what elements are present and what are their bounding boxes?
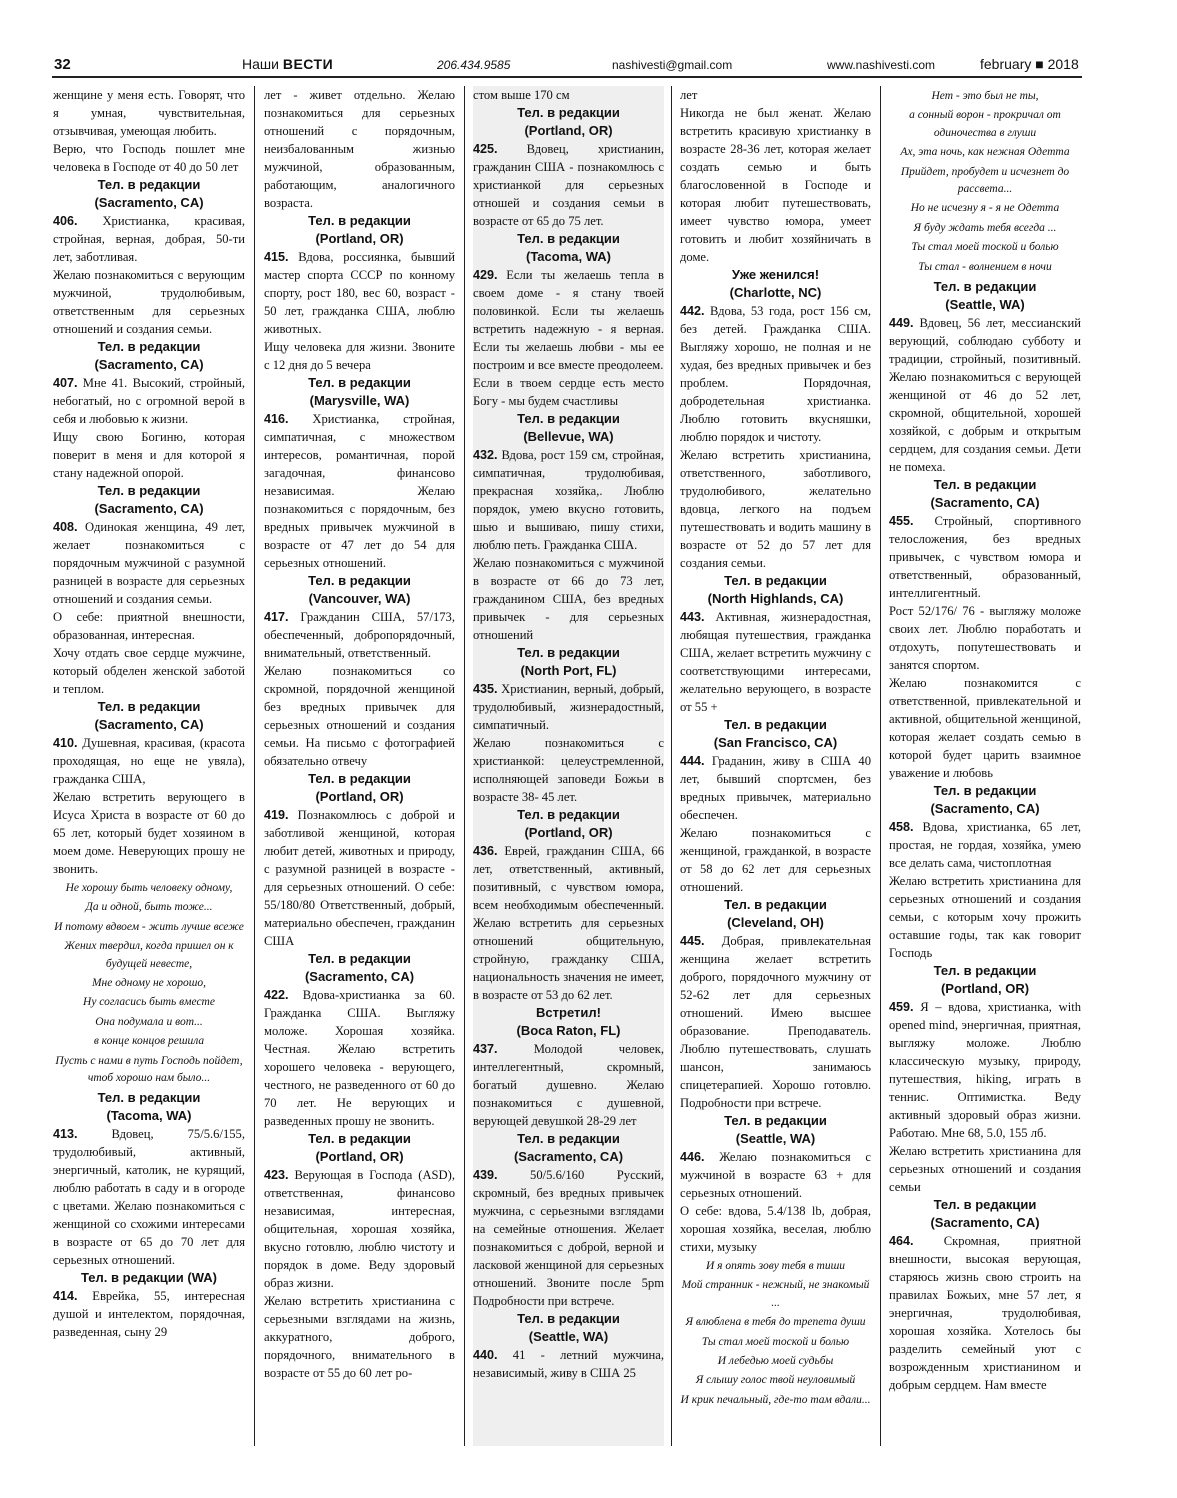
ad-entry <box>473 140 664 230</box>
ad-number: 432. <box>473 448 498 462</box>
ad-text: Вдова, россиянка, бывший мастер спорта СССР по конному спорту, рост 180, вес 60, возраст - 50 лет, гражданка США, люблю животных. <box>264 250 455 336</box>
ad-heading: (Marysville, WA) <box>309 393 410 408</box>
ad-heading: (Bellevue, WA) <box>523 429 614 444</box>
ad-text: Христианин, верный, добрый, трудолюбивый, жизнерадостный, симпатичный. <box>473 682 664 732</box>
ad-entry <box>680 608 871 716</box>
ad-paragraph: Желаю познакомиться с верующим мужчиной, трудолюбивым, ответственным для серьезных отношений и создания семьи. <box>53 268 245 336</box>
ad-entry <box>264 1166 455 1292</box>
ad-entry <box>473 680 664 734</box>
ad-entry <box>264 608 455 662</box>
header-date: february ■ 2018 <box>980 56 1079 72</box>
ad-number: 444. <box>680 754 705 768</box>
ad-text: Если ты желаешь тепла в своем доме - я стану твоей половинкой. Если ты желаешь встретить надежную - я верная. Если ты желаешь любви - мы ее построим и все вместе преодолеем. <box>473 268 664 372</box>
ad-heading: Тел. в редакции <box>933 477 1037 493</box>
ad-heading: (Charlotte, NC) <box>729 285 822 300</box>
ad-text: Душевная, красивая, (красота проходящая, но еще не увяла), гражданка США, <box>53 736 245 786</box>
ad-heading: Тел. в редакции <box>517 1311 620 1326</box>
poem-line: Ты стал - волнением в ночи <box>918 260 1052 273</box>
ad-paragraph: Ищу свою Богиню, которая поверит в меня и для которой я стану надежной опорой. <box>53 430 245 480</box>
ad-heading: (Portland, OR) <box>315 1149 404 1164</box>
ad-heading: (Seattle, WA) <box>528 1329 609 1344</box>
ad-entry <box>53 734 245 788</box>
ad-heading: Тел. в редакции <box>97 339 201 354</box>
ad-paragraph: Никогда не был женат. Желаю встретить красивую христианку в возрасте 28-36 лет, которая желает создать семью и быть благословенной в Господе и которая любит путешествовать, имеет чувство юмора, умеет готовить и любит хозяйничать в доме. <box>680 106 871 264</box>
ad-heading: (Tacoma, WA) <box>526 249 611 264</box>
column-rule <box>671 86 672 1446</box>
ad-heading: Тел. в редакции <box>308 213 411 228</box>
page-header <box>52 54 1082 78</box>
ad-text: Вдовец, 75/5.6/155, трудолюбивый, активный, энергичный, католик, не курящий, люблю работать в саду и в огороде с цветами. Желаю познакомиться с женщиной со схожими интересами в возрасте от 65 до 70 лет для серьезных отношений. <box>53 1127 245 1268</box>
poem-line: Пусть с нами в путь Господь пойдет, чтоб хорошо нам было... <box>55 1054 243 1085</box>
ad-paragraph: О себе: приятной внешности, образованная, интересная. <box>53 610 245 642</box>
ad-text: Еврейка, 55, интересная душой и интелектом, порядочная, разведенная, сыну 29 <box>53 1289 245 1340</box>
ad-text: Вдова, христианка, 65 лет, простая, не гордая, хозяйка, умею все делать сама, чистоплотная <box>889 820 1081 871</box>
ad-entry <box>473 266 664 374</box>
ad-text: Мне 41. Высокий, стройный, небогатый, но с огромной верой в себя и любовью к жизни. <box>53 376 245 426</box>
poem-line: а сонный ворон - прокричал от одиночества в глуши <box>909 109 1061 139</box>
ad-number: 416. <box>264 412 289 426</box>
ad-paragraph: О себе: вдова, 5.4/138 lb, добрая, хорошая хозяйка, веселая, люблю стихи, музыку <box>680 1204 871 1254</box>
ad-paragraph: Желаю познакомиться с мужчиной в возрасте от 66 до 73 лет, гражданином США, без вредных привычек - для серьезных отношений <box>473 556 664 642</box>
poem-line: Я влюблена в тебя до трепета души <box>685 1316 866 1329</box>
ad-heading: (Portland, OR) <box>315 789 404 804</box>
ad-entry <box>473 1040 664 1130</box>
ad-number: 406. <box>53 214 78 228</box>
ad-heading: Тел. в редакции <box>308 771 411 786</box>
ad-text: Вдова-христианка за 60. Гражданка США. Выгляжу моложе. Хорошая хозяйка. Честная. Желаю встретить хорошего человека - верующего, честного, не разведенного от 60 до 70 лет. Не верующих и разведенных прошу не звонить. <box>264 988 455 1128</box>
poem-line: И лебедью моей судьбы <box>717 1355 834 1368</box>
ad-text: 50/5.6/160 Русский, скромный, без вредных привычек мужчина, с серьезными взглядами на семейные отношения. Желает познакомиться с доброй, верной и ласковой женщиной для серьезных отношений. Звоните после 5pm Подробности при встрече. <box>473 1168 664 1308</box>
ad-heading: (Sacramento, CA) <box>94 501 204 516</box>
ad-text: Молодой человек, интеллегентный, скромный, богатый душевно. Желаю познакомиться с душевной, верующей девушкой 28-29 лет <box>473 1042 664 1128</box>
ad-heading: (Sacramento, CA) <box>930 495 1040 511</box>
ad-heading: Тел. в редакции <box>517 807 620 822</box>
ad-entry <box>473 446 664 554</box>
ad-heading: (Seattle, WA) <box>735 1131 816 1146</box>
ad-heading: Тел. в редакции <box>933 963 1037 979</box>
poem-line: Да и одной, быть тоже... <box>85 901 213 914</box>
ad-heading: (Portland, OR) <box>524 123 613 138</box>
ad-entry <box>53 1287 245 1341</box>
ad-text: Одинокая женщина, 49 лет, желает познакомиться с порядочным мужчиной с разумной разницей в возрасте для серьезных отношений и создания семьи. <box>53 520 245 606</box>
column-rule <box>254 86 255 1446</box>
ad-text: Активная, жизнерадостная, любящая путешествия, гражданка США, желает встретить мужчину с соответствующими интересами, желательно верующего, в возрасте от 55 + <box>680 610 871 714</box>
ad-heading: (Tacoma, WA) <box>106 1108 192 1124</box>
ad-paragraph: Ищу человека для жизни. Звоните с 12 дня до 5 вечера <box>264 340 455 372</box>
column-rule <box>464 86 465 1446</box>
ad-entry <box>889 998 1081 1142</box>
ad-heading: (Portland, OR) <box>940 981 1030 997</box>
ad-heading: (Vancouver, WA) <box>308 591 411 606</box>
column-5 <box>889 86 1081 1446</box>
ad-number: 458. <box>889 820 914 835</box>
page-number: 32 <box>54 56 71 73</box>
ad-heading: (Portland, OR) <box>315 231 404 246</box>
ad-heading: (Sacramento, CA) <box>94 717 204 732</box>
poem-line: Нет - это был не ты, <box>931 90 1039 102</box>
poem-line: И я опять зову тебя в тиши <box>705 1260 846 1272</box>
ad-entry <box>473 1166 664 1310</box>
ad-paragraph: Желаю познакомиться с женщиной, гражданкой, в возрасте от 58 до 62 лет для серьезных отношений. <box>680 826 871 894</box>
ad-heading: Тел. в редакции <box>724 1113 827 1128</box>
ad-entry <box>680 752 871 824</box>
ad-number: 459. <box>889 1000 914 1015</box>
header-email[interactable]: nashivesti@gmail.com <box>612 58 733 72</box>
ad-heading: (Sacramento, CA) <box>930 801 1040 817</box>
ad-number: 464. <box>889 1234 914 1249</box>
ad-entry <box>53 1125 245 1269</box>
ad-entry <box>680 302 871 446</box>
ad-paragraph: лет - живет отдельно. Желаю познакомиться для серьезных отношений с порядочным, неизбалованным жизнью мужчиной, образованным, работающим, аналогичного возраста. <box>264 88 455 210</box>
ad-entry <box>889 314 1081 476</box>
ad-entry <box>53 212 245 266</box>
ad-entry <box>264 986 455 1130</box>
ad-heading: Тел. в редакции <box>97 1090 201 1106</box>
ad-entry <box>264 410 455 572</box>
ad-text: Вдовец, 56 лет, мессианский верующий, соблюдаю субботу и традиции, стройный, позитивный. Желаю познакомиться с верующей женщиной от 46 до 52 лет, скромной, общительной, хорошей хозяйкой, с добрым и открытым сердцем, для создания семьи. Дети не помеха. <box>889 316 1081 475</box>
poem-line: Ты стал моей тоской и болью <box>911 241 1059 254</box>
ad-text: Христианка, красивая, стройная, верная, добрая, 50-ти лет, заботливая. <box>53 214 245 264</box>
ad-entry <box>889 818 1081 872</box>
ad-text: Гражданин США, 57/173, обеспеченный, добропорядочный, внимательный, ответственный. <box>264 610 455 660</box>
ad-text: Вдова, 53 года, рост 156 см, без детей. Гражданка США. Выгляжу хорошо, не полная и не худая, без вредных привычек и без проблем. Порядочная, добродетельная христианка. Люблю готовить вкусняшки, люблю порядок и чистоту. <box>680 304 871 444</box>
ad-heading: Тел. в редакции <box>517 411 620 426</box>
ad-number: 435. <box>473 682 498 696</box>
ad-entry <box>680 1148 871 1202</box>
ad-number: 417. <box>264 610 289 624</box>
masthead-name: ВЕСТИ <box>282 56 334 72</box>
ad-heading: Тел. в редакции <box>517 231 620 246</box>
ad-heading: Тел. в редакции <box>933 1197 1037 1213</box>
ad-heading: Тел. в редакции <box>933 783 1037 799</box>
ad-number: 455. <box>889 514 914 529</box>
ad-heading: Тел. в редакции <box>97 177 201 192</box>
ad-heading: (Cleveland, OH) <box>727 915 824 930</box>
ad-heading: Встретил! <box>536 1005 601 1020</box>
poem-line: Ты стал моей тоской и болью <box>701 1335 850 1348</box>
ad-text: Познакомлюсь с доброй и заботливой женщиной, которая любит детей, животных и природу, с разумной разницей в возрасте - для серьезных отношений. О себе: 55/180/80 Ответственный, добрый, материально обеспечен, гражданин США <box>264 808 455 948</box>
ad-text: Вдовец, христианин, гражданин США - познакомлюсь с христианкой для серьезных отношей и создания семьи в возрасте от 65 до 75 лет. <box>473 142 664 228</box>
ad-heading: Тел. в редакции <box>517 645 620 660</box>
ad-paragraph: Желаю познакомится с ответственной, привлекательной и активной, общительной женщиной, которая желает создать семью в которой будет царить взаимное уважение и любовь <box>889 676 1081 781</box>
ad-number: 419. <box>264 808 289 822</box>
ad-number: 446. <box>680 1150 705 1164</box>
ad-number: 415. <box>264 250 289 264</box>
masthead <box>242 56 333 72</box>
ad-number: 449. <box>889 316 914 331</box>
ad-heading: Тел. в редакции <box>724 897 827 912</box>
ad-text: Еврей, гражданин США, 66 лет, ответственный, активный, позитивный, с чувством юмора, всем необходимым обеспеченный. Желаю встретить для серьезных отношений общительную, стройную, гражданку США, национальность значения не имеет, в возрасте от 53 до 62 лет. <box>473 844 664 1002</box>
ad-paragraph: Желаю встретить христианина для серьезных отношений и создания семьи <box>889 1144 1081 1195</box>
ad-entry <box>473 1346 664 1382</box>
ad-paragraph: Желаю познакомиться с христианкой: целеустремленной, исполняющей заповеди Божьи в возрасте 38- 45 лет. <box>473 736 664 804</box>
header-phone: 206.434.9585 <box>437 58 511 72</box>
ad-paragraph: Желаю встретить христианина, ответственного, заботливого, трудолюбивого, желательно вдовца, легкого на подъем путешествовать и водить машину в возрасте от 52 до 57 лет для создания семьи. <box>680 448 871 570</box>
ad-text: 41 - летний мужчина, независимый, живу в США 25 <box>473 1348 664 1380</box>
ad-heading: (Sacramento, CA) <box>94 357 204 372</box>
poem-line: Я слышу голос твой неуловимый <box>695 1374 856 1387</box>
ad-text: Стройный, спортивного телосложения, без вредных привычек, с чувством юмора и ответственный, образованный, интеллигентный. <box>889 514 1081 601</box>
ad-number: 414. <box>53 1289 78 1304</box>
poem-line: И потому вдвоем - жить лучше всеже <box>54 920 244 933</box>
ad-paragraph: Хочу отдать свое сердце мужчине, который обделен женской заботой и теплом. <box>53 646 245 696</box>
ad-heading: Тел. в редакции <box>724 717 827 732</box>
ad-paragraph: Если в твоем сердце есть место Богу - мы будем счастливы <box>473 376 664 408</box>
ad-number: 422. <box>264 988 289 1002</box>
ad-number: 443. <box>680 610 705 624</box>
poem-line: Ах, эта ночь, как нежная Одетта <box>900 146 1070 159</box>
ad-number: 442. <box>680 304 705 318</box>
ad-heading: Тел. в редакции <box>517 1131 620 1146</box>
ad-entry <box>889 1232 1081 1394</box>
poem-line: в конце концов решила <box>93 1035 205 1048</box>
ad-text: Добрая, привлекательная женщина желает встретить доброго, порядочного мужчину от 52-62 лет для серьезных отношений. Имею высшее образование. Преподаватель. Люблю путешествовать, слушать шансон, занимаюсь спицетерапией. Хорошо готовлю. Подробности при встрече. <box>680 934 871 1110</box>
ad-text: Христианка, стройная, симпатичная, с множеством интересов, романтичная, порой загадочная, финансово независимая. Желаю познакомиться с порядочным, без вредных привычек мужчиной в возрасте от 47 лет до 54 для серьезных отношений. <box>264 412 455 570</box>
poem-line: Ну согласись быть вместе <box>83 996 215 1009</box>
ad-number: 445. <box>680 934 705 948</box>
ad-heading: Тел. в редакции <box>308 573 411 588</box>
ad-paragraph: лет <box>680 88 698 102</box>
ad-heading: Тел. в редакции <box>308 375 411 390</box>
ad-heading: Уже женился! <box>731 267 820 282</box>
ad-heading: Тел. в редакции <box>724 573 827 588</box>
ad-entry <box>264 248 455 338</box>
ad-heading: Тел. в редакции <box>97 483 201 498</box>
poem-line: Мой странник - нежный, не знакомый ... <box>681 1279 870 1309</box>
ad-heading: (Sacramento, CA) <box>304 969 415 984</box>
header-website[interactable]: www.nashivesti.com <box>827 58 936 72</box>
ad-number: 439. <box>473 1168 498 1182</box>
ad-text: Верующая в Господа (ASD), ответственная, финансово независимая, интересная, общительная, хорошая хозяйка, вкусно готовлю, люблю чистоту и порядок в доме. Веду здоровый образ жизни. <box>264 1168 455 1290</box>
poem-line: Жених твердил, когда пришел он к будущей невесте, <box>64 940 234 970</box>
ad-number: 440. <box>473 1348 498 1362</box>
column-1 <box>53 86 245 1446</box>
ad-heading: (North Highlands, CA) <box>707 591 844 606</box>
ad-entry <box>680 932 871 1112</box>
ad-number: 407. <box>53 376 78 390</box>
poem-line: Она подумала и вот... <box>95 1015 203 1028</box>
ad-number: 423. <box>264 1168 289 1182</box>
ad-entry <box>473 842 664 1004</box>
ad-heading: (San Francisco, CA) <box>713 735 838 750</box>
ad-heading: Тел. в редакции <box>308 1131 411 1146</box>
date-year: 2018 <box>1047 56 1079 72</box>
ad-paragraph: Желаю встретить христианина для серьезных отношений и создания семьи, с которым хочу прожить оставшие годы, так как говорит Господь <box>889 874 1081 961</box>
ad-paragraph: стом выше 170 см <box>473 88 570 102</box>
ad-text: Желаю познакомиться с мужчиной в возрасте 63 + для серьезных отношений. <box>680 1150 871 1200</box>
poem-line: Но не исчезну я - я не Одетта <box>910 202 1060 215</box>
ad-paragraph: Желаю познакомиться со скромной, порядочной женщиной без вредных привычек для серьезных отношений и создания семьи. На письмо с фотографией обязательно отвечу <box>264 664 455 768</box>
ad-heading: (Portland, OR) <box>524 825 613 840</box>
ad-paragraph: Рост 52/176/ 76 - выгляжу моложе своих лет. Люблю поработать и отдохуть, попутешествовать и занятся спортом. <box>889 604 1081 673</box>
ad-paragraph: Верю, что Господь пошлет мне человека в Господе от 40 до 50 лет <box>53 142 245 174</box>
poem-line: Не хорошу быть человеку одному, <box>65 882 233 894</box>
ad-heading: (North Port, FL) <box>520 663 617 678</box>
ad-heading: Тел. в редакции <box>933 279 1037 295</box>
column-4 <box>680 86 871 1446</box>
column-rule <box>880 86 881 1446</box>
ad-heading: Тел. в редакции <box>308 951 411 966</box>
ad-heading: (Sacramento, CA) <box>930 1215 1040 1231</box>
ad-entry <box>889 512 1081 602</box>
ad-entry <box>53 518 245 608</box>
ad-heading: (Sacramento, CA) <box>94 195 204 210</box>
ad-paragraph: Желаю встретить христианина с серьезными взглядами на жизнь, аккуратного, доброго, порядочного, внимательного в возрасте от 55 до 60 лет ро- <box>264 1294 455 1380</box>
ad-heading: Тел. в редакции <box>517 105 620 120</box>
ad-paragraph: женщине у меня есть. Говорят, что я умная, чувствительная, отзывчивая, умеющая любить. <box>53 88 245 138</box>
ad-text: Я – вдова, христианка, with opened mind, энергичная, приятная, выгляжу моложе. Люблю классическую музыку, природу, путешествия, hiking, играть в теннис. Оптимистка. Веду активный здоровый образ жизни. Работаю. Мне 68, 5.0, 155 лб. <box>889 1000 1081 1141</box>
poem-line: И крик печальный, где-то там вдали... <box>680 1393 871 1406</box>
ad-heading: (Boca Raton, FL) <box>516 1023 621 1038</box>
poem-line: Прийдет, пробудет и исчезнет до рассвета... <box>900 165 1070 196</box>
masthead-prefix: Наши <box>242 56 279 72</box>
ad-number: 436. <box>473 844 498 858</box>
ad-number: 413. <box>53 1127 78 1142</box>
ad-text: Вдова, рост 159 см, стройная, симпатичная, трудолюбивая, прекрасная хозяйка,. Люблю порядок, умею вкусно готовить, шью и вышиваю, пишу стихи, люблю петь. Гражданка США. <box>473 448 664 552</box>
poem-line: Я буду ждать тебя всегда ... <box>913 221 1057 234</box>
ad-entry <box>264 806 455 950</box>
ad-heading: Тел. в редакции <box>97 699 201 714</box>
ad-heading: (Seattle, WA) <box>945 297 1025 313</box>
ad-heading: (Sacramento, CA) <box>513 1149 624 1164</box>
ad-number: 429. <box>473 268 498 282</box>
ad-number: 410. <box>53 736 78 750</box>
ad-text: Граданин, живу в США 40 лет, бывший спортсмен, без вредных привычек, материально обеспечен. <box>680 754 871 822</box>
column-2 <box>264 86 455 1446</box>
poem-line: Мне одному не хорошо, <box>91 977 207 990</box>
ad-text: Скромная, приятной внешности, высокая верующая, старяюсь жизнь свою строить на правилах Божьих, мне 57 лет, я энергичная, трудолюбивая, хорошая хозяйка. Хотелось бы разделить семейный уют с возрожденным христианином и добрым сердцем. Нам вместе <box>889 1234 1081 1393</box>
ad-paragraph: Желаю встретить верующего в Исуса Христа в возрасте от 60 до 65 лет, который будет хозяином в моем доме. Неверующих прошу не звонить. <box>53 790 245 876</box>
ad-number: 425. <box>473 142 498 156</box>
ad-entry <box>53 374 245 428</box>
ad-heading: Тел. в редакции (WA) <box>81 1270 217 1286</box>
date-month: february <box>980 56 1032 72</box>
column-3 <box>473 86 664 1446</box>
ad-number: 437. <box>473 1042 498 1056</box>
ad-number: 408. <box>53 520 78 534</box>
